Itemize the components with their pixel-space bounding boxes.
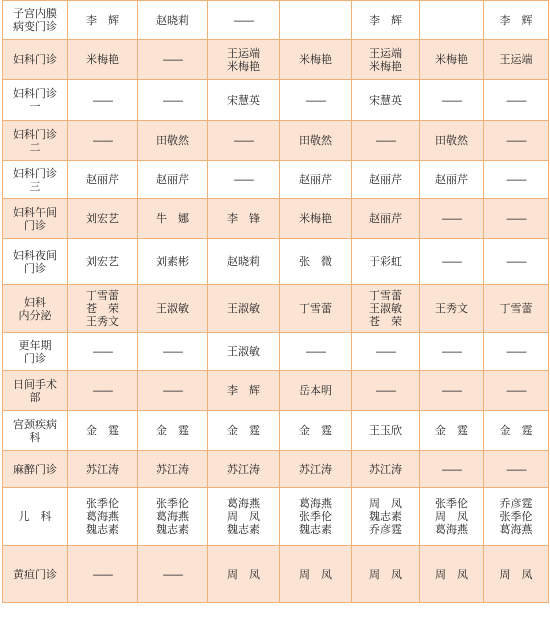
department-label: 妇科夜间 [13,248,57,262]
doctor-cell [280,1,352,40]
doctor-cell [68,333,138,371]
doctor-name: 宋慧英 [227,93,260,107]
no-clinic-dash: —— [162,384,183,397]
doctor-cell [420,333,484,371]
doctor-cell [420,546,484,603]
doctor-name: 米梅艳 [369,59,402,73]
doctor-name: 米梅艳 [299,53,332,66]
doctor-name: 魏志素 [86,523,119,536]
doctor-name: 田敬然 [299,134,332,147]
doctor-name: 李 锋 [227,212,260,225]
no-clinic-dash: —— [441,212,462,225]
doctor-cell [280,285,352,333]
doctor-name: 葛海燕 [435,523,468,536]
doctor-cell [68,488,138,546]
doctor-cell [484,333,549,371]
department-label: 部 [29,390,41,404]
doctor-name: 张季伦 [86,497,119,510]
doctor-cell [138,1,208,40]
doctor-name: 赵丽芹 [435,173,468,186]
doctor-cell [68,411,138,451]
doctor-cell [138,371,208,411]
doctor-cell [138,80,208,121]
no-clinic-dash: —— [506,384,526,397]
doctor-name: 周 凤 [227,567,260,581]
no-clinic-dash: —— [233,173,254,186]
doctor-cell [208,239,280,285]
doctor-cell [484,199,549,239]
doctor-cell [352,488,420,546]
schedule-row [3,546,549,603]
schedule-row [3,121,549,161]
schedule-row [3,333,549,371]
no-clinic-dash: —— [162,567,183,581]
doctor-cell [280,161,352,199]
doctor-name: 苍 荣 [86,302,119,315]
doctor-name: 周 凤 [369,567,402,581]
doctor-name: 周 凤 [227,510,260,523]
doctor-cell [68,161,138,199]
doctor-cell [138,40,208,80]
department-cell [3,40,68,80]
doctor-name: 乔彦霆 [369,523,402,536]
no-clinic-dash: —— [233,134,254,147]
doctor-name: 魏志素 [299,523,332,536]
doctor-cell [420,239,484,285]
doctor-cell [208,40,280,80]
doctor-cell [420,488,484,546]
department-cell [3,80,68,121]
doctor-cell [420,161,484,199]
department-label: 内分泌 [18,308,52,322]
doctor-name: 苏江涛 [156,462,189,476]
doctor-cell [484,1,549,40]
doctor-name: 金 霆 [156,424,189,437]
doctor-cell [280,333,352,371]
doctor-cell [352,546,420,603]
doctor-name: 赵晓莉 [156,13,189,27]
department-cell [3,161,68,199]
department-cell [3,239,68,285]
doctor-cell [138,239,208,285]
doctor-cell [420,121,484,161]
doctor-cell [352,161,420,199]
doctor-name: 王淑敏 [227,302,260,315]
no-clinic-dash: —— [375,345,396,358]
department-label: 妇科门诊 [13,127,57,141]
doctor-name: 丁雪蕾 [499,302,533,315]
department-label: 麻醉门诊 [13,462,57,476]
schedule-row [3,239,549,285]
doctor-cell [420,1,484,40]
doctor-name: 葛海燕 [86,510,119,523]
schedule-row [3,285,549,333]
doctor-name: 王秀文 [435,302,468,315]
doctor-name: 金 霆 [499,424,533,437]
department-label: 科 [29,430,41,444]
no-clinic-dash: —— [506,173,526,186]
schedule-row [3,161,549,199]
no-clinic-dash: —— [92,345,113,358]
doctor-name: 王秀文 [86,315,119,328]
doctor-name: 魏志素 [227,523,260,536]
no-clinic-dash: —— [305,93,326,107]
doctor-cell [138,199,208,239]
doctor-name: 牛 娜 [156,212,189,225]
doctor-name: 赵丽芹 [156,173,189,186]
doctor-cell [352,285,420,333]
doctor-cell [280,239,352,285]
doctor-cell [484,371,549,411]
schedule-row [3,371,549,411]
department-cell [3,1,68,40]
doctor-cell [352,451,420,488]
doctor-name: 李 辉 [499,13,533,27]
department-label: 黄疸门诊 [13,567,57,581]
doctor-name: 苏江涛 [86,462,119,476]
doctor-cell [280,121,352,161]
doctor-name: 周 凤 [435,510,468,523]
doctor-cell [352,333,420,371]
doctor-cell [68,371,138,411]
schedule-row [3,1,549,40]
doctor-cell [352,371,420,411]
no-clinic-dash: —— [162,53,183,66]
doctor-name: 李 辉 [86,13,119,27]
schedule-row [3,488,549,546]
no-clinic-dash: —— [441,345,462,358]
doctor-cell [138,546,208,603]
doctor-cell [280,40,352,80]
doctor-cell [208,285,280,333]
doctor-name: 宋慧英 [369,93,402,107]
department-label: 妇科门诊 [13,87,57,100]
doctor-cell [280,371,352,411]
doctor-cell [68,239,138,285]
outpatient-schedule-table [2,0,549,603]
doctor-cell [138,451,208,488]
doctor-name: 金 霆 [227,424,260,437]
doctor-cell [68,80,138,121]
department-label: 妇科门诊 [13,53,57,66]
doctor-name: 苏江涛 [227,462,260,476]
doctor-cell [352,1,420,40]
department-label: 病变门诊 [13,20,57,33]
no-clinic-dash: —— [92,384,113,397]
doctor-name: 刘素彬 [156,255,189,268]
doctor-cell [208,80,280,121]
doctor-cell [484,546,549,603]
doctor-name: 金 霆 [299,424,332,437]
doctor-name: 魏志素 [156,523,189,536]
doctor-cell [352,411,420,451]
no-clinic-dash: —— [441,93,462,107]
doctor-cell [138,161,208,199]
doctor-cell [420,40,484,80]
doctor-cell [420,411,484,451]
doctor-name: 葛海燕 [156,510,189,523]
doctor-cell [484,80,549,121]
doctor-name: 赵丽芹 [86,173,119,186]
doctor-name: 张季伦 [156,497,189,510]
doctor-cell [208,451,280,488]
doctor-cell [280,546,352,603]
doctor-cell [352,239,420,285]
department-cell [3,285,68,333]
doctor-name: 赵晓莉 [227,255,260,268]
no-clinic-dash: —— [506,212,526,225]
doctor-cell [208,333,280,371]
doctor-cell [420,451,484,488]
schedule-body [3,1,549,603]
doctor-cell [352,80,420,121]
doctor-cell [68,546,138,603]
doctor-name: 丁雪蕾 [369,289,402,302]
doctor-cell [352,121,420,161]
doctor-name: 王淑敏 [156,302,189,315]
doctor-cell [420,199,484,239]
department-cell [3,451,68,488]
no-clinic-dash: —— [506,93,526,107]
doctor-name: 米梅艳 [227,59,260,73]
doctor-cell [68,451,138,488]
department-cell [3,333,68,371]
doctor-name: 周 凤 [435,567,468,581]
doctor-name: 田敬然 [156,134,189,147]
department-label: 更年期 [18,338,52,352]
department-label: 妇科门诊 [13,166,57,180]
department-label: 三 [29,179,41,193]
doctor-cell [280,80,352,121]
doctor-name: 张季伦 [299,510,332,523]
doctor-cell [138,411,208,451]
schedule-row [3,411,549,451]
no-clinic-dash: —— [506,134,526,147]
doctor-cell [208,546,280,603]
schedule-row [3,199,549,239]
no-clinic-dash: —— [233,13,254,27]
doctor-cell [484,121,549,161]
doctor-name: 赵丽芹 [299,173,332,186]
no-clinic-dash: —— [375,384,396,397]
department-label: 二 [29,140,41,154]
department-label: 日间手术 [13,377,57,391]
doctor-name: 周 凤 [499,567,533,581]
doctor-name: 葛海燕 [299,497,332,510]
department-label: 门诊 [24,261,46,275]
department-cell [3,199,68,239]
doctor-name: 丁雪蕾 [86,289,119,302]
doctor-name: 周 凤 [299,567,332,581]
doctor-name: 王淑敏 [227,345,260,358]
doctor-name: 周 凤 [369,497,402,510]
doctor-name: 金 霆 [86,424,119,437]
department-cell [3,488,68,546]
doctor-cell [68,40,138,80]
doctor-cell [484,451,549,488]
doctor-name: 赵丽芹 [369,212,402,225]
doctor-cell [208,161,280,199]
doctor-cell [208,1,280,40]
department-label: 一 [29,100,41,113]
doctor-name: 张季伦 [435,497,468,510]
doctor-cell [68,285,138,333]
department-label: 门诊 [24,351,46,365]
doctor-cell [68,199,138,239]
no-clinic-dash: —— [506,345,526,358]
doctor-name: 王运端 [369,46,402,60]
doctor-cell [484,488,549,546]
no-clinic-dash: —— [441,255,462,268]
department-cell [3,546,68,603]
department-label: 门诊 [24,218,46,232]
doctor-name: 乔彦霆 [499,497,533,510]
doctor-name: 张季伦 [499,510,533,523]
doctor-name: 丁雪蕾 [299,302,332,315]
doctor-cell [280,411,352,451]
doctor-cell [208,371,280,411]
doctor-name: 李 辉 [369,13,402,27]
doctor-name: 苏江涛 [299,462,332,476]
doctor-cell [208,411,280,451]
department-label: 子宫内膜 [13,7,57,20]
doctor-cell [280,451,352,488]
department-cell [3,121,68,161]
doctor-name: 赵丽芹 [369,173,402,186]
doctor-cell [208,488,280,546]
doctor-cell [138,285,208,333]
doctor-cell [352,40,420,80]
no-clinic-dash: —— [162,93,183,107]
doctor-name: 米梅艳 [435,53,468,66]
doctor-name: 金 霆 [435,424,468,437]
department-label: 宫颈疾病 [13,417,57,431]
no-clinic-dash: —— [92,93,113,107]
doctor-name: 苍 荣 [369,315,402,328]
doctor-name: 田敬然 [435,134,468,147]
doctor-name: 米梅艳 [299,212,332,225]
doctor-cell [68,121,138,161]
department-cell [3,411,68,451]
doctor-name: 王玉欣 [369,424,402,437]
doctor-cell [420,80,484,121]
no-clinic-dash: —— [162,345,183,358]
doctor-cell [484,161,549,199]
no-clinic-dash: —— [305,345,326,358]
doctor-cell [138,488,208,546]
department-label: 妇科 [24,295,46,309]
schedule-row [3,40,549,80]
doctor-cell [68,1,138,40]
doctor-name: 王淑敏 [369,302,402,315]
doctor-cell [484,239,549,285]
doctor-name: 魏志素 [369,510,402,523]
no-clinic-dash: —— [375,134,396,147]
no-clinic-dash: —— [441,384,462,397]
doctor-name: 王运端 [499,53,533,66]
doctor-cell [208,121,280,161]
doctor-cell [208,199,280,239]
doctor-name: 葛海燕 [227,497,260,510]
schedule-row [3,451,549,488]
no-clinic-dash: —— [441,462,462,476]
doctor-name: 李 辉 [227,384,260,397]
doctor-name: 刘宏艺 [86,255,119,268]
doctor-name: 张 微 [299,255,332,268]
doctor-cell [352,199,420,239]
doctor-name: 葛海燕 [499,523,533,536]
no-clinic-dash: —— [92,134,113,147]
department-label: 妇科午间 [13,205,57,219]
doctor-cell [420,371,484,411]
doctor-name: 刘宏艺 [86,212,119,225]
doctor-name: 于彩虹 [369,255,402,268]
doctor-cell [420,285,484,333]
doctor-name: 王运端 [227,46,260,60]
doctor-cell [138,333,208,371]
doctor-name: 岳本明 [299,384,332,397]
doctor-cell [138,121,208,161]
no-clinic-dash: —— [506,462,526,476]
no-clinic-dash: —— [506,255,526,268]
doctor-cell [280,488,352,546]
department-cell [3,371,68,411]
schedule-sheet [2,0,548,603]
department-label: 儿 科 [18,510,52,523]
doctor-name: 米梅艳 [86,53,119,66]
no-clinic-dash: —— [92,567,113,581]
doctor-cell [484,411,549,451]
doctor-cell [280,199,352,239]
doctor-name: 苏江涛 [369,462,402,476]
schedule-row [3,80,549,121]
doctor-cell [484,40,549,80]
doctor-cell [484,285,549,333]
